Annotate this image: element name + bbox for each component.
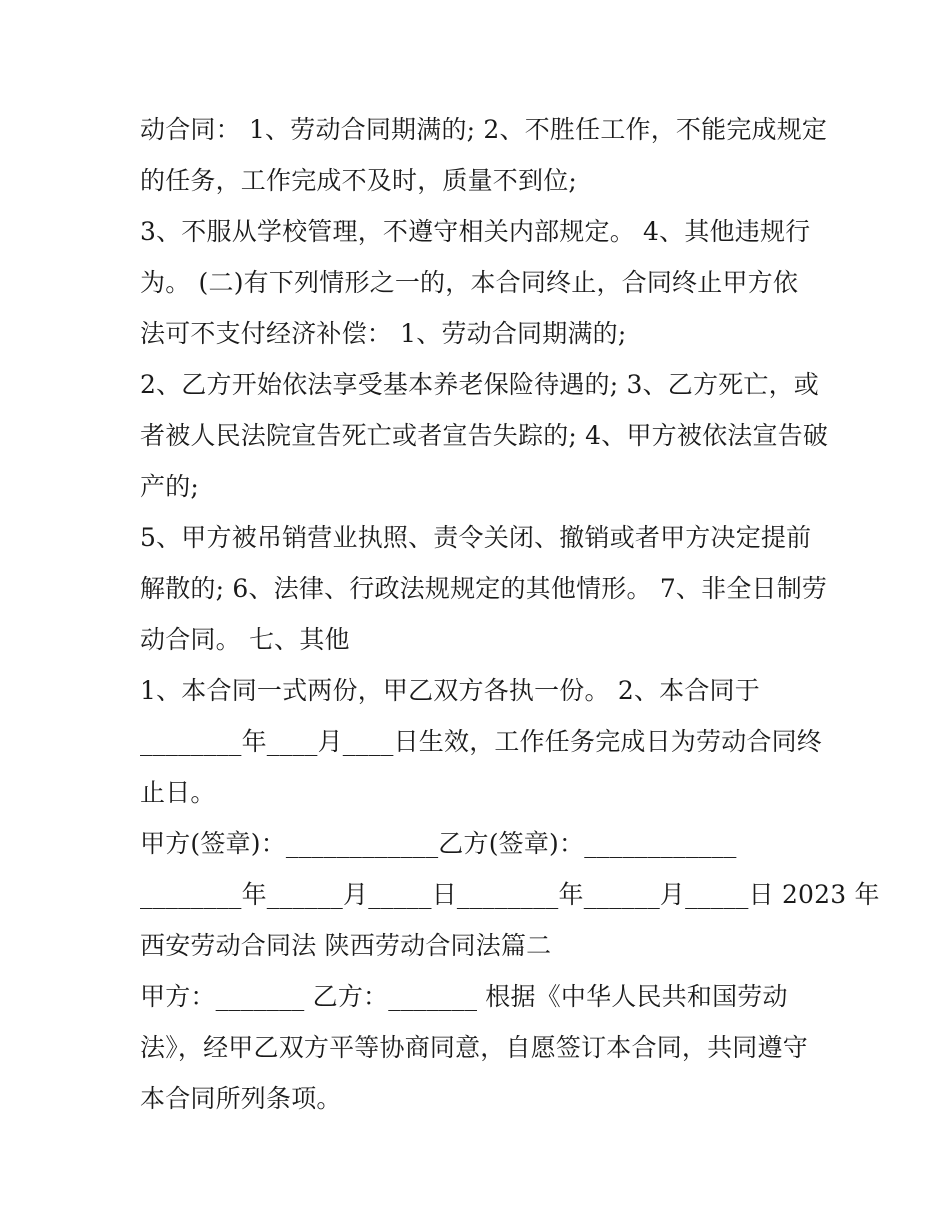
- text-line-20: 本合同所列条项。: [140, 1084, 342, 1113]
- text-line-1: 动合同： 1、劳动合同期满的; 2、不胜任工作，不能完成规定: [140, 115, 828, 144]
- text-line-3: 3、不服从学校管理，不遵守相关内部规定。 4、其他违规行: [140, 217, 811, 246]
- text-line-18: 甲方：_______ 乙方：_______ 根据《中华人民共和国劳动: [140, 982, 788, 1011]
- text-line-13: ________年____月____日生效，工作任务完成日为劳动合同终: [140, 727, 823, 756]
- text-line-7: 者被人民法院宣告死亡或者宣告失踪的; 4、甲方被依法宣告破: [140, 421, 829, 450]
- text-line-11: 动合同。 七、其他: [140, 625, 350, 654]
- text-line-6: 2、乙方开始依法享受基本养老保险待遇的; 3、乙方死亡，或: [140, 370, 819, 399]
- date-line: ________年______月_____日________年______月_____日 2023 年: [140, 880, 880, 909]
- text-line-2: 的任务，工作完成不及时，质量不到位;: [140, 166, 578, 195]
- text-line-9: 5、甲方被吊销营业执照、责令关闭、撤销或者甲方决定提前: [140, 523, 812, 552]
- text-line-10: 解散的; 6、法律、行政法规规定的其他情形。 7、非全日制劳: [140, 574, 828, 603]
- text-line-4: 为。 (二)有下列情形之一的，本合同终止，合同终止甲方依: [140, 268, 799, 297]
- document-body: [140, 104, 880, 1124]
- text-line-8: 产的;: [140, 472, 200, 501]
- text-line-19: 法》，经甲乙双方平等协商同意，自愿签订本合同，共同遵守: [140, 1033, 808, 1062]
- text-line-12: 1、本合同一式两份，甲乙双方各执一份。 2、本合同于: [140, 676, 760, 705]
- text-line-14: 止日。: [140, 778, 216, 807]
- section-title: 西安劳动合同法 陕西劳动合同法篇二: [140, 931, 552, 960]
- signature-line: 甲方(签章)：____________乙方(签章)：____________: [140, 829, 737, 858]
- text-line-5: 法可不支付经济补偿： 1、劳动合同期满的;: [140, 319, 627, 348]
